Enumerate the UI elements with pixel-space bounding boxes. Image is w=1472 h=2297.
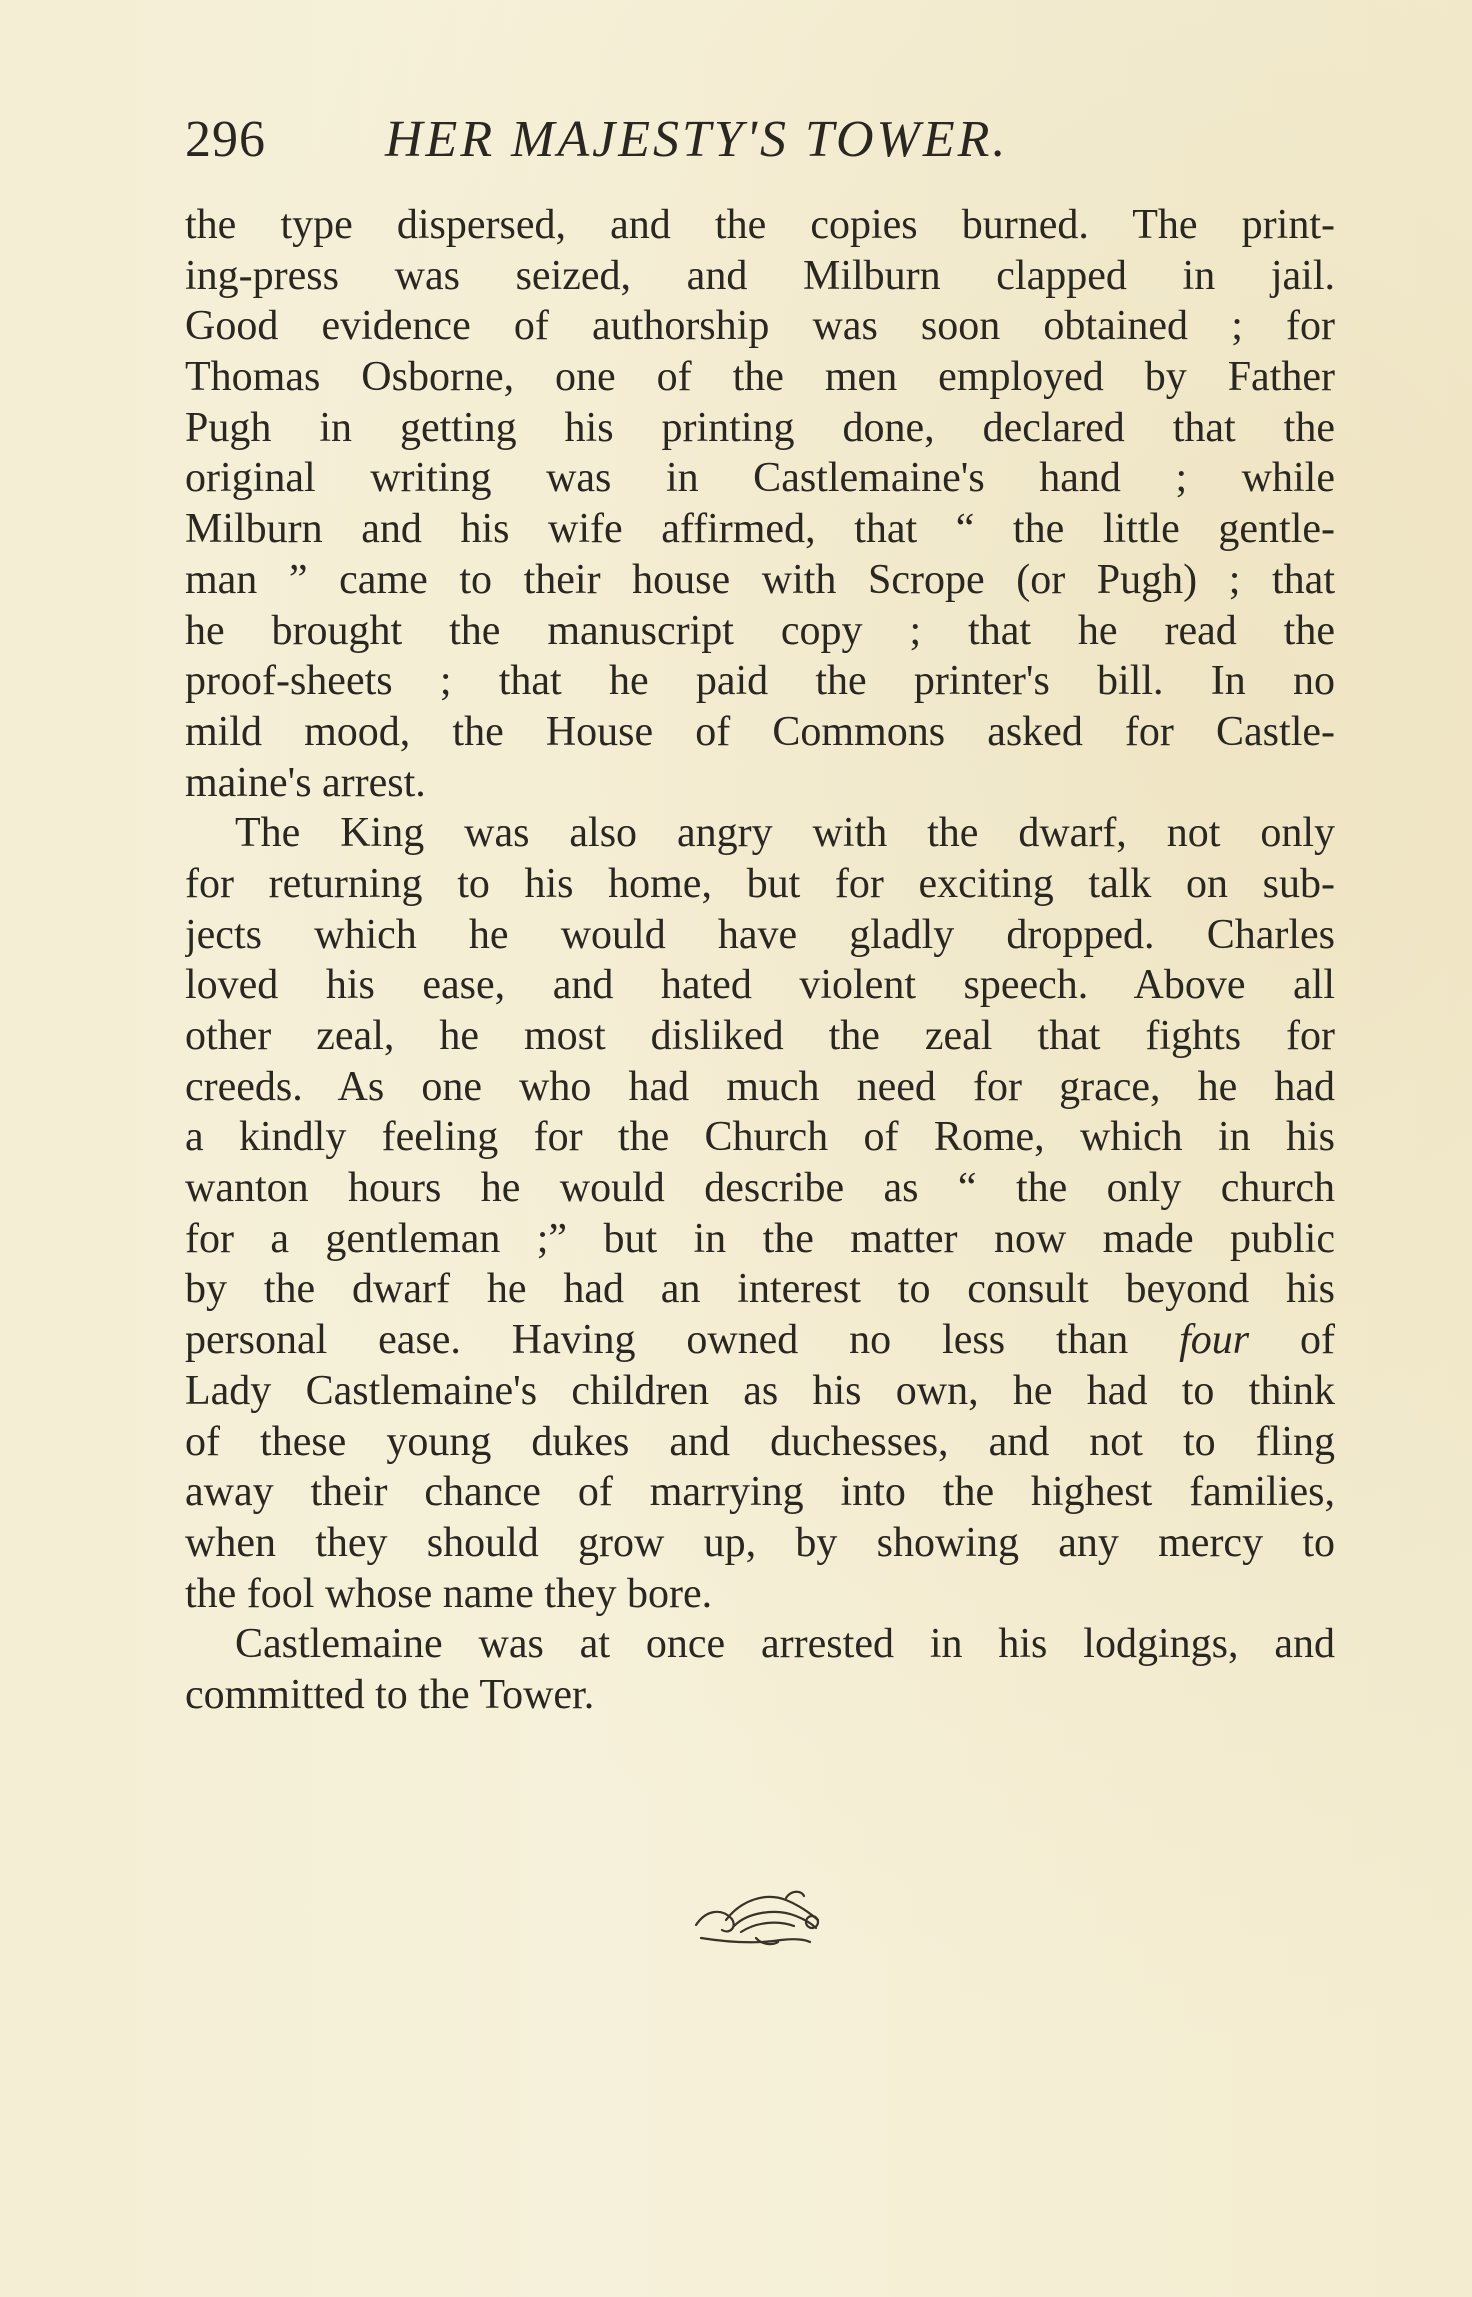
text-line: wanton hours he would describe as “ the only church xyxy=(185,1165,1335,1212)
page-number: 296 xyxy=(185,111,266,168)
text-line: for a gentleman ;” but in the matter now made public xyxy=(185,1215,1335,1262)
text-line: committed to the Tower. xyxy=(185,1671,595,1718)
text-line: jects which he would have gladly dropped. Charles xyxy=(185,911,1335,958)
text-line: the type dispersed, and the copies burned. The print- xyxy=(185,202,1335,248)
text-line: Milburn and his wife affirmed, that “ the little gentle- xyxy=(185,506,1335,553)
text-line: Good evidence of authorship was soon obtained ; for xyxy=(185,303,1335,350)
paragraph-first-line: The King was also angry with the dwarf, not only xyxy=(235,810,1335,857)
running-title: HER MAJESTY'S TOWER. xyxy=(385,111,1009,168)
text-line: away their chance of marrying into the highest families, xyxy=(185,1469,1335,1516)
text-line: of these young dukes and duchesses, and not to fling xyxy=(185,1418,1335,1465)
text-line: original writing was in Castlemaine's hand ; while xyxy=(185,455,1335,502)
tailpiece-ornament-icon xyxy=(686,1880,836,1950)
text-line: ing-press was seized, and Milburn clapped in jail. xyxy=(185,252,1335,299)
running-header xyxy=(185,100,1185,180)
text-line: creeds. As one who had much need for grace, he had xyxy=(185,1063,1335,1110)
text-segment: personal ease. Having owned no less than xyxy=(185,1317,1180,1364)
text-line: when they should grow up, by showing any mercy to xyxy=(185,1519,1335,1566)
text-line-with-italic xyxy=(185,1315,1335,1366)
text-segment: of xyxy=(1249,1317,1335,1364)
paragraph-first-line: Castlemaine was at once arrested in his lodgings, and xyxy=(235,1621,1335,1668)
text-line: by the dwarf he had an interest to consult beyond his xyxy=(185,1266,1335,1313)
text-line: maine's arrest. xyxy=(185,759,426,806)
body-text xyxy=(185,200,1335,1721)
text-line: the fool whose name they bore. xyxy=(185,1570,713,1617)
text-line: for returning to his home, but for exciting talk on sub- xyxy=(185,860,1335,907)
text-line: proof-sheets ; that he paid the printer's bill. In no xyxy=(185,658,1335,705)
text-line: other zeal, he most disliked the zeal that fights for xyxy=(185,1013,1335,1059)
text-line: man ” came to their house with Scrope (or Pugh) ; that xyxy=(185,556,1335,603)
text-line: Lady Castlemaine's children as his own, he had to think xyxy=(185,1367,1335,1414)
text-line: a kindly feeling for the Church of Rome, which in his xyxy=(185,1114,1335,1161)
text-line: he brought the manuscript copy ; that he read the xyxy=(185,607,1335,654)
text-line: loved his ease, and hated violent speech. Above all xyxy=(185,962,1335,1009)
text-line: mild mood, the House of Commons asked for Castle- xyxy=(185,708,1335,755)
italic-word: four xyxy=(1179,1317,1250,1364)
text-line: Thomas Osborne, one of the men employed by Father xyxy=(185,354,1335,401)
text-line: Pugh in getting his printing done, declared that the xyxy=(185,404,1335,451)
